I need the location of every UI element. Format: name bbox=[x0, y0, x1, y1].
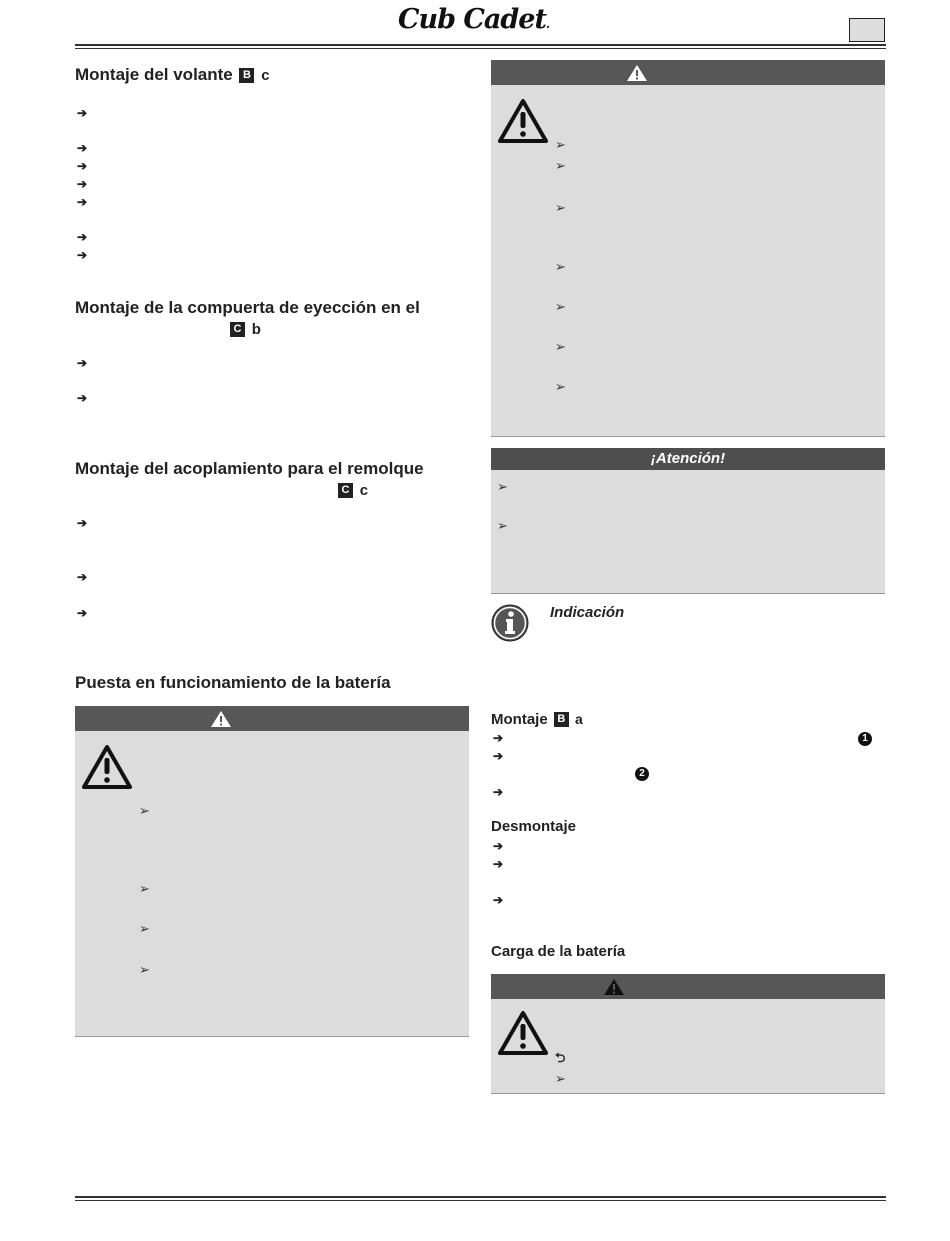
dismounting-heading: Desmontaje bbox=[491, 818, 577, 835]
chevron-icon: ➢ bbox=[555, 158, 566, 173]
battery-warning-panel bbox=[75, 706, 469, 1037]
battery-heading: Puesta en funcionamiento de la batería bbox=[75, 673, 391, 692]
arrow-icon: ➔ bbox=[77, 159, 88, 173]
steering-wheel-heading: Montaje del volante B c bbox=[75, 65, 270, 84]
callout-number-2: 2 bbox=[635, 767, 649, 781]
arrow-icon: ➔ bbox=[77, 141, 88, 155]
figure-badge-c: C bbox=[338, 483, 353, 498]
info-icon bbox=[490, 603, 530, 643]
attention-panel bbox=[491, 448, 885, 594]
arrow-icon: ➔ bbox=[77, 356, 88, 370]
arrow-icon: ➔ bbox=[77, 195, 88, 209]
indication-label: Indicación bbox=[550, 604, 625, 621]
chevron-icon: ➢ bbox=[555, 339, 566, 354]
chevron-icon: ➢ bbox=[555, 200, 566, 215]
callout-number-1: 1 bbox=[858, 732, 872, 746]
arrow-icon: ➔ bbox=[77, 391, 88, 405]
arrow-icon: ➔ bbox=[77, 516, 88, 530]
trailer-coupling-heading: Montaje del acoplamiento para el remolque bbox=[75, 459, 424, 478]
chevron-icon: ➢ bbox=[555, 379, 566, 394]
mounting-heading: Montaje B a bbox=[491, 711, 583, 728]
warning-triangle-icon bbox=[497, 1010, 549, 1056]
warning-triangle-icon bbox=[497, 98, 549, 144]
chevron-icon: ➢ bbox=[139, 962, 150, 977]
charging-heading: Carga de la batería bbox=[491, 943, 626, 960]
arrow-icon: ➔ bbox=[493, 749, 504, 763]
footer-rule-thin bbox=[75, 1200, 886, 1201]
chevron-icon: ➢ bbox=[139, 803, 150, 818]
chevron-icon: ➢ bbox=[139, 921, 150, 936]
charging-warning-panel bbox=[491, 974, 885, 1094]
header-rule-thin bbox=[75, 48, 886, 49]
brand-logo: Cub Cadet. bbox=[398, 4, 550, 35]
arrow-icon: ➔ bbox=[77, 570, 88, 584]
language-box bbox=[849, 18, 885, 42]
warning-triangle-icon bbox=[603, 978, 625, 996]
chevron-icon: ➢ bbox=[555, 1071, 566, 1086]
trailer-coupling-heading-badge: C c bbox=[336, 480, 368, 500]
warning-triangle-icon bbox=[81, 744, 133, 790]
arrow-icon: ➔ bbox=[77, 106, 88, 120]
ejection-gate-heading: Montaje de la compuerta de eyección en el bbox=[75, 298, 420, 317]
chevron-icon: ➢ bbox=[555, 259, 566, 274]
chevron-icon: ➢ bbox=[497, 479, 508, 494]
warning-triangle-icon bbox=[210, 710, 232, 728]
warning-bar bbox=[75, 706, 469, 731]
arrow-icon: ➔ bbox=[493, 731, 504, 745]
figure-badge-b: B bbox=[239, 68, 254, 83]
arrow-icon: ➔ bbox=[77, 177, 88, 191]
warning-bar bbox=[491, 974, 885, 999]
arrow-icon: ➔ bbox=[77, 230, 88, 244]
attention-title: ¡Atención! bbox=[491, 448, 885, 470]
chevron-icon: ➢ bbox=[497, 518, 508, 533]
ejection-gate-heading-badge: C b bbox=[228, 319, 261, 339]
chevron-icon: ➢ bbox=[555, 137, 566, 152]
return-arrow-icon: ⮌ bbox=[555, 1050, 566, 1065]
header-rule bbox=[75, 44, 886, 46]
warning-bar bbox=[491, 60, 885, 85]
arrow-icon: ➔ bbox=[493, 857, 504, 871]
figure-badge-c: C bbox=[230, 322, 245, 337]
arrow-icon: ➔ bbox=[493, 839, 504, 853]
chevron-icon: ➢ bbox=[555, 299, 566, 314]
footer-rule bbox=[75, 1196, 886, 1198]
chevron-icon: ➢ bbox=[139, 881, 150, 896]
arrow-icon: ➔ bbox=[77, 248, 88, 262]
arrow-icon: ➔ bbox=[493, 785, 504, 799]
warning-triangle-icon bbox=[626, 64, 648, 82]
arrow-icon: ➔ bbox=[493, 893, 504, 907]
figure-badge-b: B bbox=[554, 712, 569, 727]
top-warning-panel bbox=[491, 60, 885, 437]
arrow-icon: ➔ bbox=[77, 606, 88, 620]
